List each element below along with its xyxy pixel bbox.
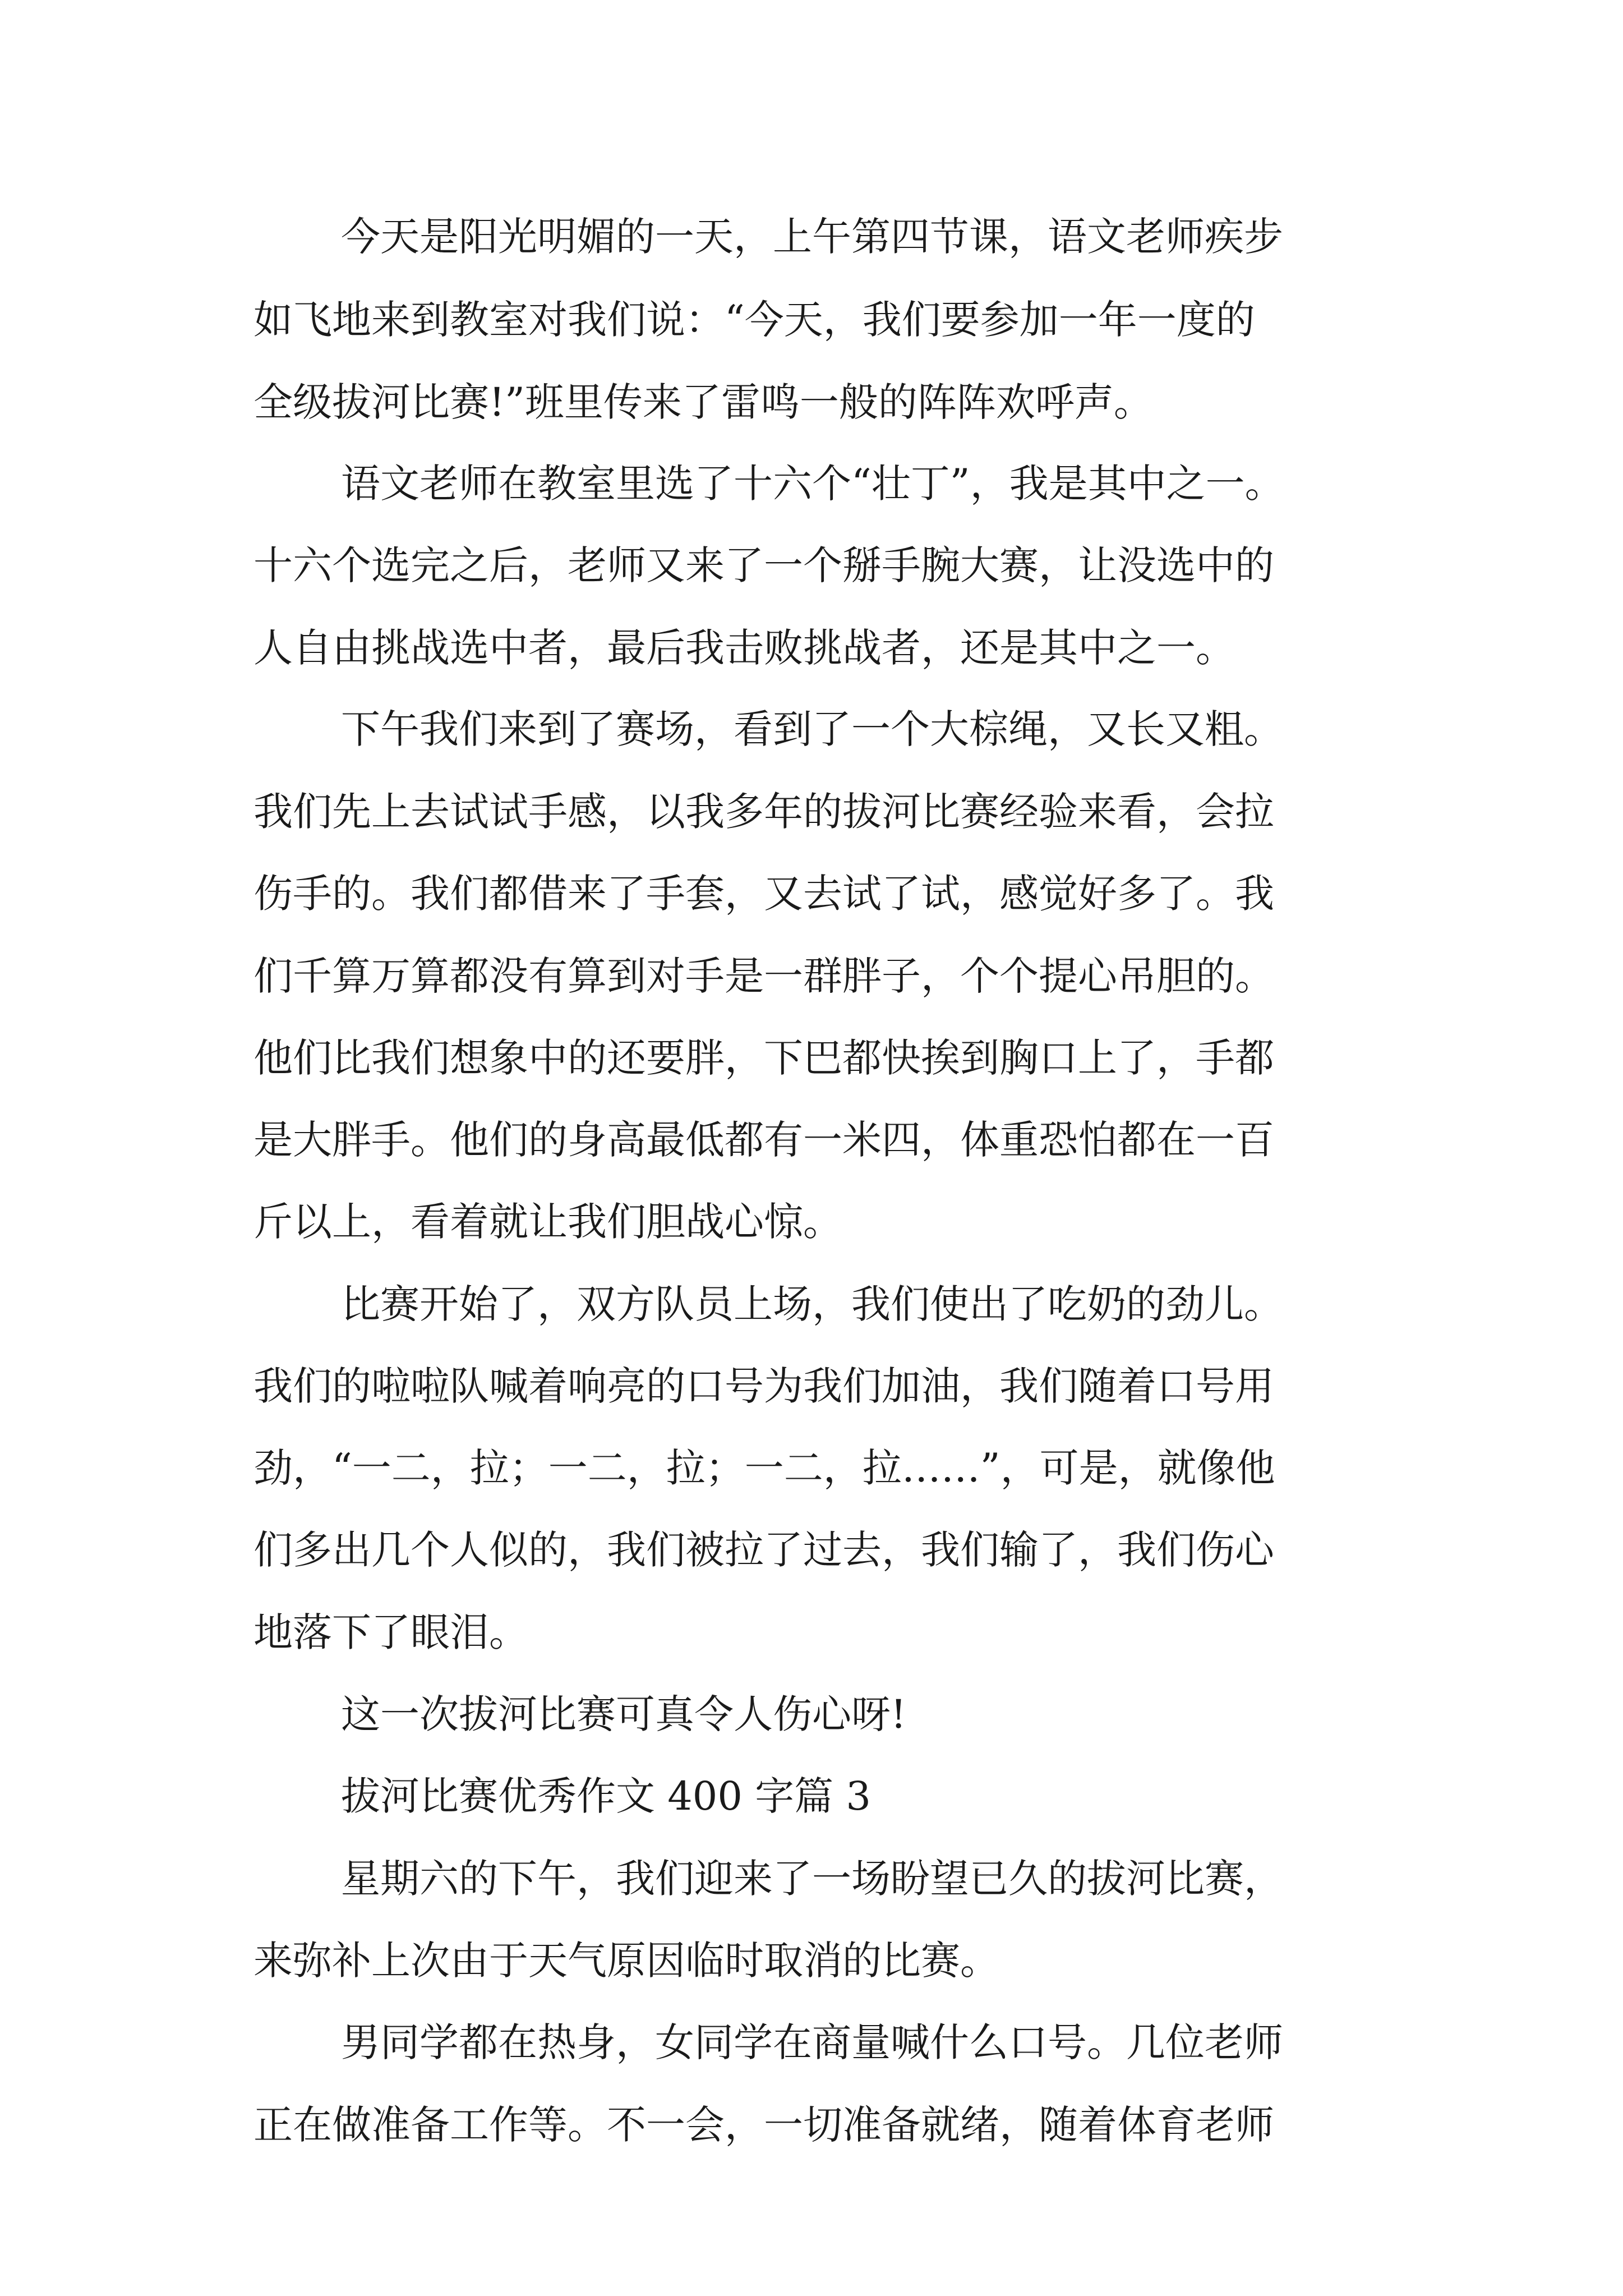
text-line-16: 劲，“一二，拉；一二，拉；一二，拉……”，可是，就像他: [253, 1445, 1275, 1491]
text-line-5: 十六个选完之后，老师又来了一个掰手腕大赛，让没选中的: [253, 542, 1274, 588]
text-line-12: 是大胖手。他们的身高最低都有一米四，体重恐怕都在一百: [253, 1117, 1274, 1163]
text-line-7: 下午我们来到了赛场，看到了一个大棕绳，又长又粗。: [341, 706, 1283, 752]
text-line-4: 语文老师在教室里选了十六个“壮丁”，我是其中之一。: [341, 461, 1284, 507]
section-heading: 拔河比赛优秀作文 400 字篇 3: [341, 1773, 871, 1819]
text-line-2: 如飞地来到教室对我们说：“今天，我们要参加一年一度的: [253, 297, 1255, 343]
text-line-13: 斤以上，看着就让我们胆战心惊。: [253, 1199, 842, 1245]
text-line-6: 人自由挑战选中者，最后我击败挑战者，还是其中之一。: [253, 625, 1235, 671]
text-line-9: 伤手的。我们都借来了手套，又去试了试，感觉好多了。我: [253, 871, 1274, 917]
text-line-17: 们多出几个人似的，我们被拉了过去，我们输了，我们伤心: [253, 1527, 1274, 1573]
text-line-14: 比赛开始了，双方队员上场，我们使出了吃奶的劲儿。: [341, 1281, 1283, 1327]
text-line-24: 正在做准备工作等。不一会，一切准备就绪，随着体育老师: [253, 2102, 1274, 2148]
text-line-21: 星期六的下午，我们迎来了一场盼望已久的拔河比赛，: [341, 1856, 1283, 1902]
text-line-18: 地落下了眼泪。: [253, 1609, 528, 1655]
text-line-11: 他们比我们想象中的还要胖，下巴都快挨到胸口上了，手都: [253, 1035, 1274, 1081]
text-line-1: 今天是阳光明媚的一天，上午第四节课，语文老师疾步: [341, 214, 1283, 260]
text-line-23: 男同学都在热身，女同学在商量喊什么口号。几位老师: [341, 2019, 1283, 2065]
text-line-8: 我们先上去试试手感，以我多年的拔河比赛经验来看，会拉: [253, 789, 1274, 835]
text-line-22: 来弥补上次由于天气原因临时取消的比赛。: [253, 1938, 999, 1984]
text-line-3: 全级拔河比赛!”班里传来了雷鸣一般的阵阵欢呼声。: [253, 379, 1153, 425]
text-line-19: 这一次拔河比赛可真令人伤心呀!: [341, 1691, 907, 1737]
text-line-10: 们千算万算都没有算到对手是一群胖子，个个提心吊胆的。: [253, 953, 1274, 999]
text-line-15: 我们的啦啦队喊着响亮的口号为我们加油，我们随着口号用: [253, 1363, 1274, 1409]
